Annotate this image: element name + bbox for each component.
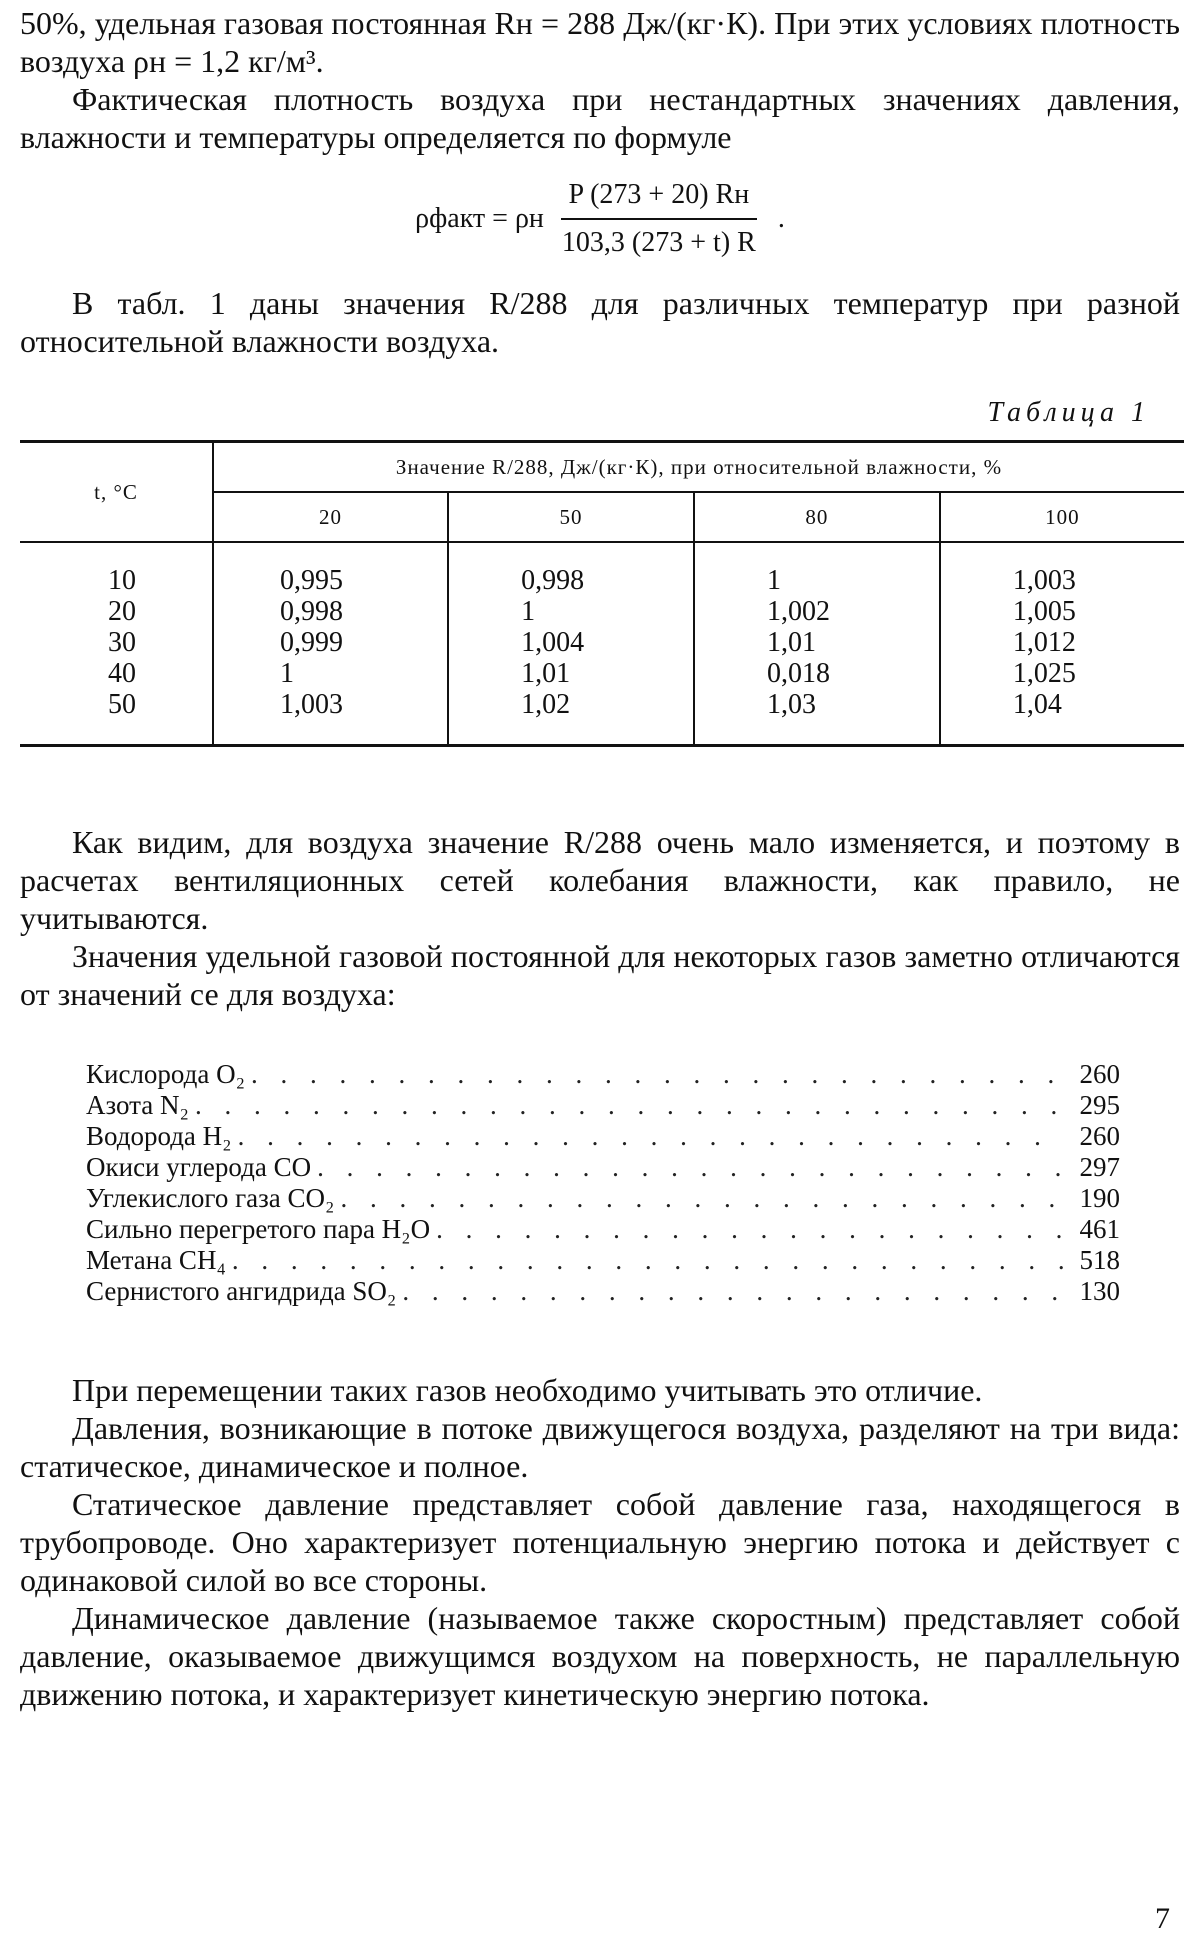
table-cell: 50 bbox=[108, 689, 136, 720]
table-cell: 1,004 bbox=[521, 627, 585, 658]
gas-value: 260 bbox=[1079, 1121, 1120, 1151]
table-cell: 0,018 bbox=[766, 658, 830, 689]
formula-fraction bbox=[554, 176, 764, 262]
list-item bbox=[86, 1214, 1120, 1245]
group-header: Значение R/288, Дж/(кг·К), при относительной влажности, % bbox=[213, 442, 1184, 493]
table-cell: 0,999 bbox=[280, 627, 343, 658]
paragraph-humidity-conclusion: Как видим, для воздуха значение R/288 очень мало изменяется, и поэтому в расчетах вентиляционных сетей колебания влажности, как правило, не учитываются. bbox=[20, 824, 1180, 936]
gas-value: 518 bbox=[1079, 1245, 1120, 1275]
humidity-column-20 bbox=[213, 542, 448, 746]
formula-lhs: ρфакт = ρн bbox=[415, 203, 544, 234]
humidity-column-50 bbox=[448, 542, 694, 746]
table-cell: 1,005 bbox=[1012, 596, 1076, 627]
gas-name: Кислорода O₂ bbox=[86, 1059, 246, 1089]
humidity-column-80 bbox=[694, 542, 940, 746]
leader-dots bbox=[396, 1276, 1064, 1307]
paragraph-gas-constant: 50%, удельная газовая постоянная Rн = 288 Дж/(кг·К). При этих условиях плотность воздуха ρн = 1,2 кг/м³. bbox=[20, 5, 1180, 79]
gas-name: Азота N₂ bbox=[86, 1090, 189, 1120]
humidity-column-100 bbox=[940, 542, 1184, 746]
list-item bbox=[86, 1121, 1120, 1152]
formula-end: . bbox=[777, 203, 785, 234]
paragraph-gas-constants-intro: Значения удельной газовой постоянной для некоторых газов заметно отличаются от значений се для воздуха: bbox=[20, 938, 1180, 1012]
table-cell: 1,02 bbox=[521, 689, 571, 720]
list-item bbox=[86, 1090, 1120, 1121]
paragraph-static-pressure: Статическое давление представляет собой давление газа, находящегося в трубопроводе. Оно характеризует потенциальную энергию потока и действует с одинаковой силой во все стороны. bbox=[20, 1486, 1180, 1598]
list-item bbox=[86, 1183, 1120, 1214]
density-formula bbox=[20, 176, 1180, 262]
table-caption: Таблица 1 bbox=[987, 397, 1150, 428]
table-cell: 1,002 bbox=[766, 596, 830, 627]
humidity-header-20: 20 bbox=[213, 492, 448, 542]
gas-constant-list bbox=[86, 1059, 1120, 1307]
leader-dots bbox=[430, 1214, 1064, 1245]
gas-value: 130 bbox=[1079, 1276, 1120, 1306]
table-cell: 1,012 bbox=[1012, 627, 1076, 658]
paragraph-dynamic-pressure: Динамическое давление (называемое также скоростным) представляет собой давление, оказываемое движущимся воздухом на поверхность, не параллельную движению потока, и характеризует кинетическую энергию потока. bbox=[20, 1600, 1180, 1712]
leader-dots bbox=[311, 1152, 1064, 1183]
table-cell: 1 bbox=[521, 596, 536, 627]
leader-dots bbox=[232, 1121, 1064, 1152]
temperature-column bbox=[20, 542, 213, 746]
list-item bbox=[86, 1059, 1120, 1090]
gas-name: Окиси углерода CO bbox=[86, 1152, 312, 1182]
table-cell: 1,04 bbox=[1012, 689, 1062, 720]
list-item bbox=[86, 1245, 1120, 1276]
table-cell: 1,01 bbox=[521, 658, 571, 689]
list-item bbox=[86, 1152, 1120, 1183]
paragraph-table-intro: В табл. 1 даны значения R/288 для различных температур при разной относительной влажности воздуха. bbox=[20, 285, 1180, 359]
paragraph-actual-density: Фактическая плотность воздуха при нестандартных значениях давления, влажности и температуры определяется по формуле bbox=[20, 81, 1180, 155]
table-cell: 20 bbox=[108, 596, 136, 627]
gas-name: Метана CH₄ bbox=[86, 1245, 226, 1275]
table-cell: 40 bbox=[108, 658, 136, 689]
gas-name: Сильно перегретого пара H₂O bbox=[86, 1214, 431, 1244]
formula-denominator: 103,3 (273 + t) R bbox=[561, 227, 756, 258]
humidity-header-100: 100 bbox=[940, 492, 1184, 542]
table-cell: 30 bbox=[108, 627, 136, 658]
gas-name: Сернистого ангидрида SO₂ bbox=[86, 1276, 397, 1306]
leader-dots bbox=[334, 1183, 1064, 1214]
list-item bbox=[86, 1276, 1120, 1307]
page-number: 7 bbox=[1155, 1902, 1170, 1935]
leader-dots bbox=[226, 1245, 1064, 1276]
table-cell: 1 bbox=[280, 658, 294, 689]
formula-numerator: P (273 + 20) Rн bbox=[561, 176, 758, 220]
gas-value: 297 bbox=[1079, 1152, 1120, 1182]
table-cell: 1,01 bbox=[766, 627, 816, 658]
gas-name: Водорода H₂ bbox=[86, 1121, 232, 1151]
table-cell: 0,998 bbox=[280, 596, 343, 627]
temperature-header: t, °С bbox=[20, 442, 213, 543]
gas-value: 461 bbox=[1079, 1214, 1120, 1244]
table-cell: 1,003 bbox=[1012, 565, 1076, 596]
table-cell: 0,998 bbox=[521, 565, 585, 596]
table-cell: 1,003 bbox=[280, 689, 343, 720]
leader-dots bbox=[245, 1059, 1064, 1090]
leader-dots bbox=[189, 1090, 1064, 1121]
gas-value: 295 bbox=[1079, 1090, 1120, 1120]
gas-name: Углекислого газа CO₂ bbox=[86, 1183, 335, 1213]
table-cell: 0,995 bbox=[280, 565, 343, 596]
table-cell: 1 bbox=[766, 565, 781, 596]
paragraph-pressure-types: Давления, возникающие в потоке движущегося воздуха, разделяют на три вида: статическое, динамическое и полное. bbox=[20, 1410, 1180, 1484]
table-cell: 10 bbox=[108, 565, 136, 596]
table-cell: 1,025 bbox=[1012, 658, 1076, 689]
gas-value: 260 bbox=[1079, 1059, 1120, 1089]
gas-value: 190 bbox=[1079, 1183, 1120, 1213]
table-cell: 1,03 bbox=[766, 689, 816, 720]
humidity-header-80: 80 bbox=[694, 492, 940, 542]
paragraph-gas-difference: При перемещении таких газов необходимо учитывать это отличие. bbox=[72, 1372, 983, 1408]
humidity-table bbox=[20, 440, 1184, 747]
humidity-header-50: 50 bbox=[448, 492, 694, 542]
